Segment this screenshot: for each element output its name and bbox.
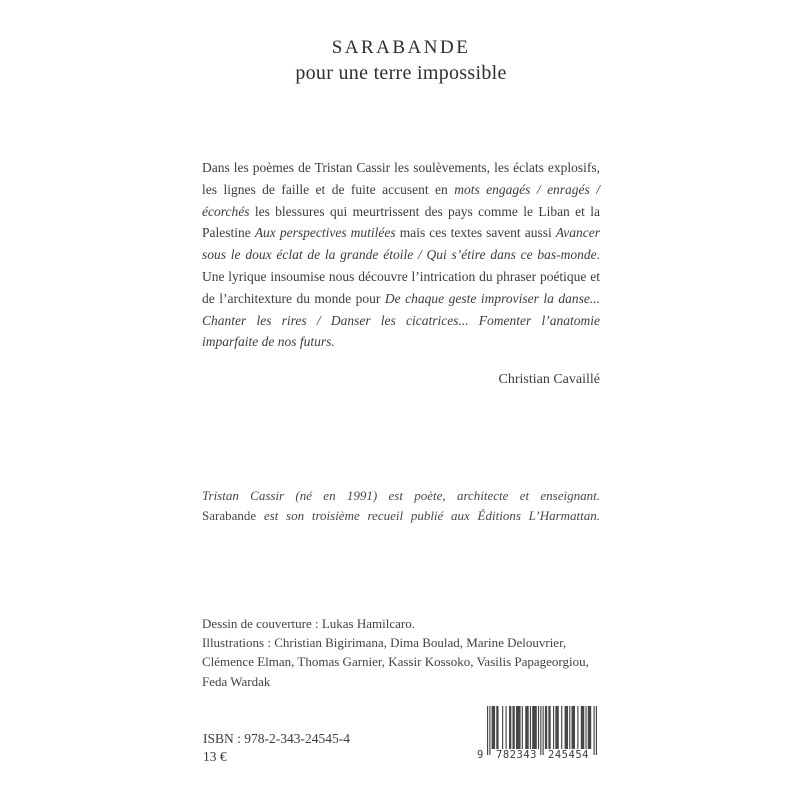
book-title: SARABANDE (331, 37, 471, 58)
credits-cover-line: Dessin de couverture : Lukas Hamilcaro. (202, 616, 415, 631)
isbn-block (203, 730, 350, 766)
price-text: 13 € (203, 749, 227, 764)
blurb-segment: Aux perspectives mutilées (254, 225, 396, 241)
barcode-digits-right: 245454 (548, 749, 589, 761)
isbn-text: ISBN : 978-2-343-24545-4 (203, 731, 350, 746)
bio-segment: est son troisième recueil publié aux Éditions L’Harmattan. (263, 507, 600, 523)
bio-segment: Tristan Cassir (né en 1991) est poète, architecte et enseignant. (202, 488, 600, 503)
blurb-segment: les blessures qui meurtrissent des pays comme le Liban et la Palestine (202, 203, 600, 241)
title-block (202, 35, 600, 87)
blurb-segment: . Une lyrique insoumise nous découvre l’intrication du phraser poétique et de l’architexture du monde pour (202, 247, 600, 306)
back-cover-blurb (202, 157, 600, 353)
blurb-segment: Avancer sous le doux éclat de la grande étoile / Qui s’étire dans ce bas-monde (202, 225, 600, 263)
author-signature: Christian Cavaillé (498, 372, 600, 387)
barcode-digits-left: 782343 (496, 749, 537, 761)
blurb-segment: Dans les poèmes de Tristan Cassir les soulèvements, les éclats explosifs, les lignes de faille et de fuite accusent en (202, 160, 600, 197)
blurb-segment: mais ces textes savent aussi (395, 225, 556, 241)
credits-illustrations-line: Illustrations : Christian Bigirimana, Dima Boulad, Marine Delouvrier, Clémence Elman, Thomas Garnier, Kassir Kossoko, Vasilis Papageorgiou, Feda Wardak (202, 635, 589, 689)
content-column (202, 0, 600, 800)
bio-segment-book-name: Sarabande (202, 507, 264, 523)
book-subtitle: pour une terre impossible (295, 62, 507, 84)
credits-block (202, 614, 600, 691)
barcode-digit-first: 9 (477, 749, 484, 761)
blurb-segment: mots engagés / enragés / écorchés (202, 181, 601, 219)
blurb-segment: De chaque geste improviser la danse... Chanter les rires / Danser les cicatrices... Fomenter l’anatomie imparfaite de nos futurs. (202, 290, 600, 350)
ean13-barcode (477, 706, 597, 764)
author-bio (202, 486, 600, 525)
